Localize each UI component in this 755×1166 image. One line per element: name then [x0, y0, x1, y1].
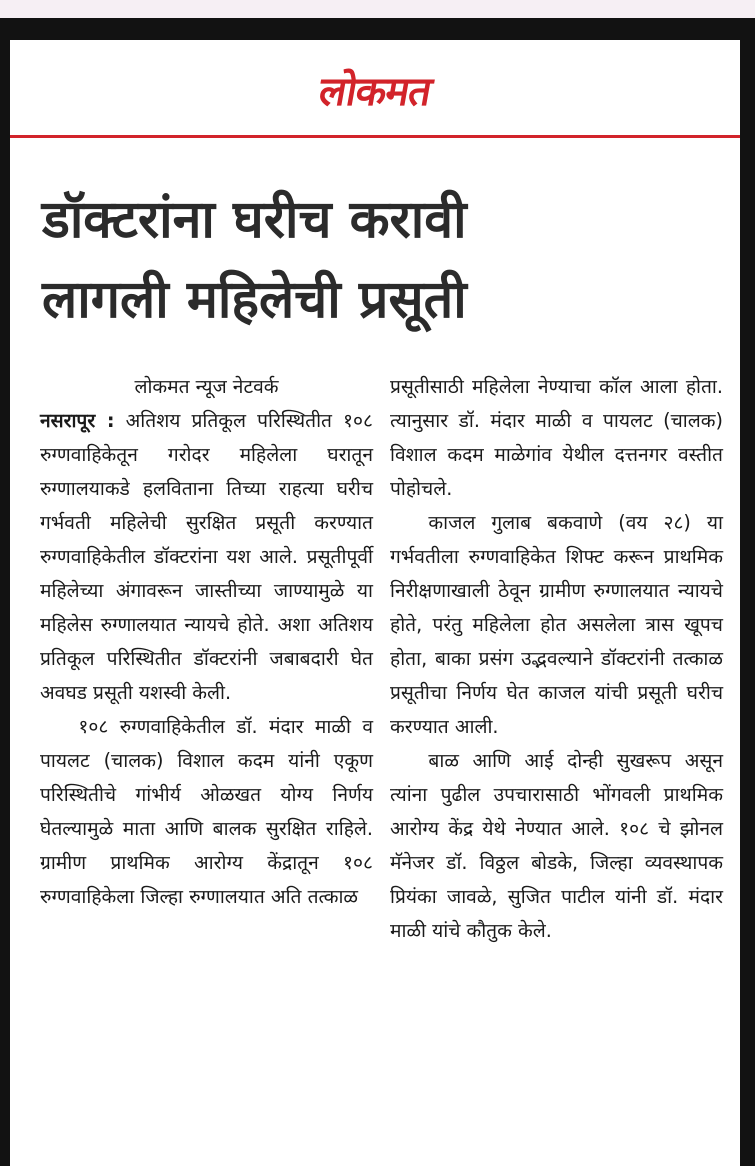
article-column-left [40, 370, 373, 914]
masthead [10, 40, 740, 136]
paragraph-text: अतिशय प्रतिकूल परिस्थितीत १०८ रुग्णवाहिकेतून गरोदर महिलेला घरातून रुग्णालयाकडे हलविताना तिच्या राहत्या घरीच गर्भवती महिलेची सुरक्षित प्रसूती करण्यात रुग्णवाहिकेतील डॉक्टरांना यश आले. प्रसूतीपूर्वी महिलेच्या अंगावरून जास्तीच्या जाण्यामुळे या महिलेस रुग्णालयात न्यायचे होते. अशा अतिशय प्रतिकूल परिस्थितीत डॉक्टरांनी जबाबदारी घेत अवघड प्रसूती यशस्वी केली. [40, 409, 373, 704]
article-paragraph [40, 404, 373, 710]
newspaper-clipping [10, 40, 740, 1166]
headline-line-2: लागली महिलेची प्रसूती [42, 270, 467, 330]
article-paragraph: काजल गुलाब बकवाणे (वय २८) या गर्भवतीला रुग्णवाहिकेत शिफ्ट करून प्राथमिक निरीक्षणाखाली ठेवून ग्रामीण रुग्णालयात न्यायचे होते, परंतु महिलेला होत असलेला त्रास खूपच होता, बाका प्रसंग उद्भवल्याने डॉक्टरांनी तत्काळ प्रसूतीचा निर्णय घेत काजल यांची प्रसूती घरीच करण्यात आली. [390, 511, 723, 738]
masthead-rule [10, 135, 740, 138]
article-paragraph: प्रसूतीसाठी महिलेला नेण्याचा कॉल आला होता. त्यानुसार डॉ. मंदार माळी व पायलट (चालक) विशाल कदम माळेगांव येथील दत्तनगर वस्तीत पोहोचले. [390, 375, 723, 500]
article-paragraph: बाळ आणि आई दोन्ही सुखरूप असून त्यांना पुढील उपचारासाठी भोंगवली प्राथमिक आरोग्य केंद्र येथे नेण्यात आले. १०८ चे झोनल मॅनेजर डॉ. विठ्ठल बोडके, जिल्हा व्यवस्थापक प्रियंका जावळे, सुजित पाटील यांनी डॉ. मंदार माळी यांचे कौतुक केले. [390, 749, 723, 942]
article-column-right [390, 370, 723, 948]
byline: लोकमत न्यूज नेटवर्क [134, 375, 279, 398]
headline [42, 180, 722, 340]
dateline: नसरापूर : [40, 409, 115, 432]
headline-line-1: डॉक्टरांना घरीच करावी [42, 190, 467, 250]
lokmat-logo: लोकमत [315, 69, 435, 115]
article-paragraph: १०८ रुग्णवाहिकेतील डॉ. मंदार माळी व पायलट (चालक) विशाल कदम यांनी एकूण परिस्थितीचे गांभीर्य ओळखत योग्य निर्णय घेतल्यामुळे माता आणि बालक सुरक्षित राहिले. ग्रामीण प्राथमिक आरोग्य केंद्रातून १०८ रुग्णवाहिकेला जिल्हा रुग्णालयात अति तत्काळ [40, 715, 373, 908]
